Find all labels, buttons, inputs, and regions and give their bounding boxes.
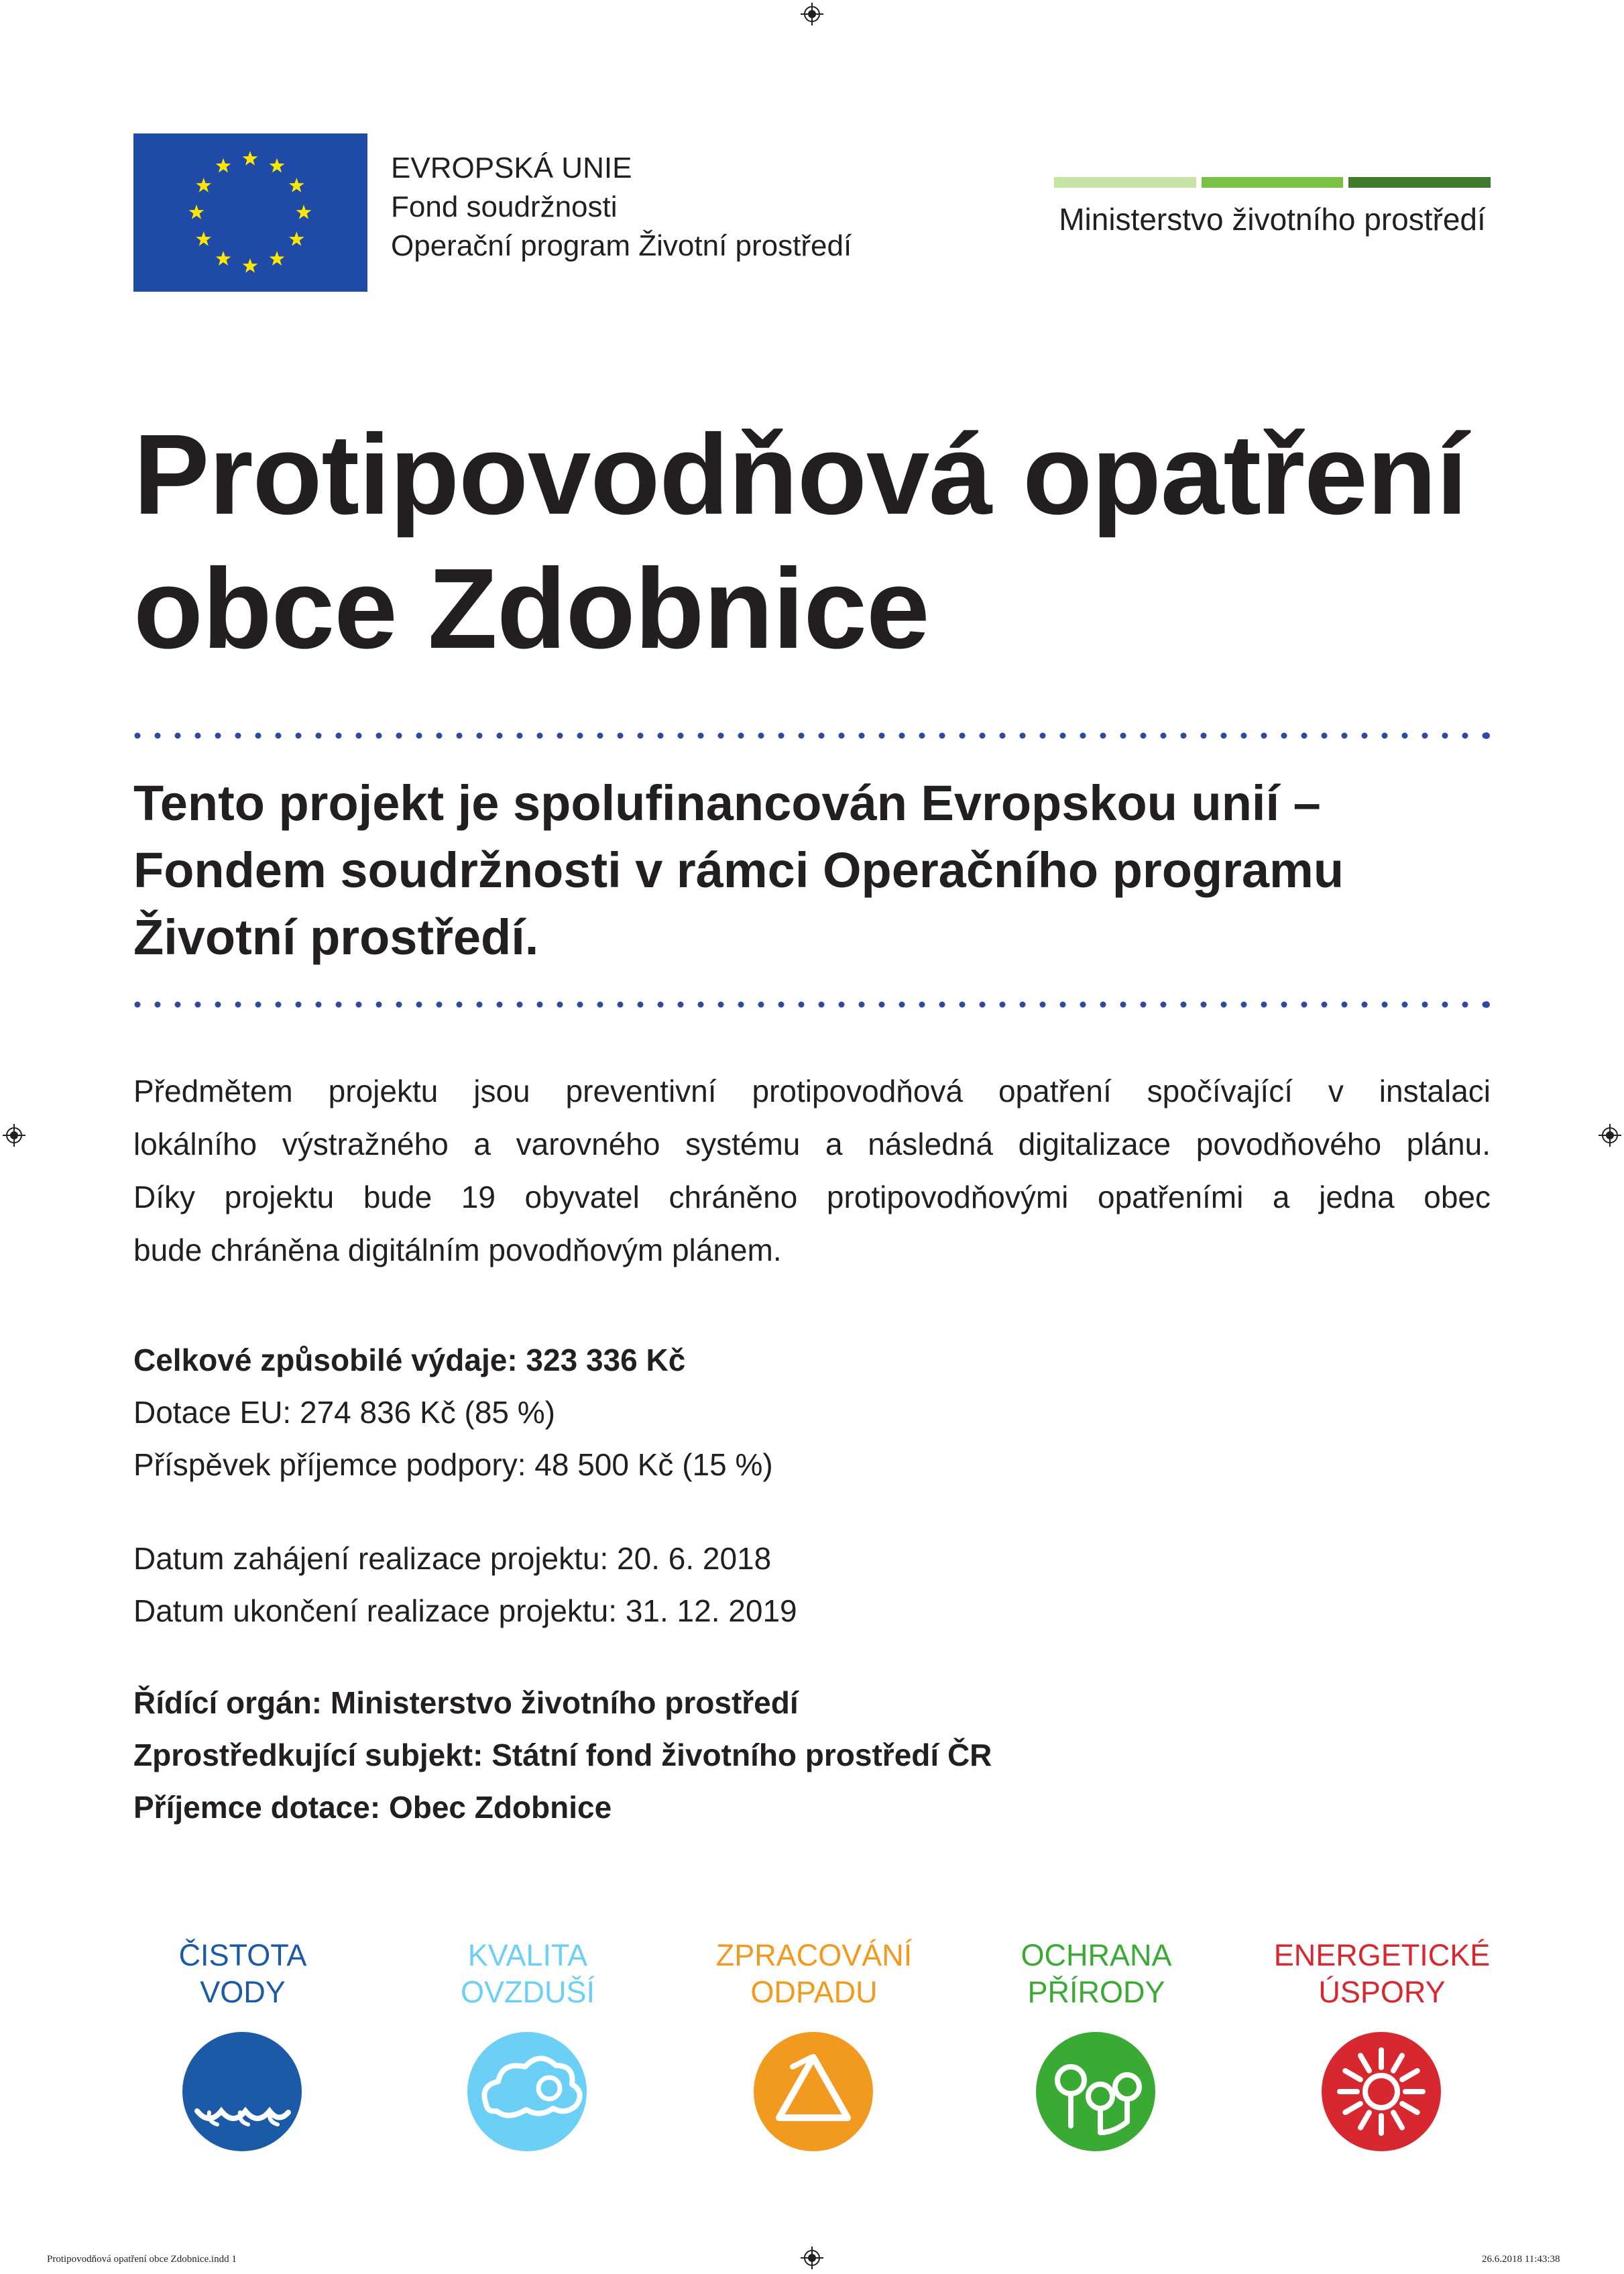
start-date: Datum zahájení realizace projektu: 20. 6. 2018: [133, 1541, 772, 1576]
ministry-bar-2: [1202, 177, 1344, 188]
print-slug-timestamp: 26.6.2018 11:43:38: [1482, 2254, 1560, 2265]
project-dates: [133, 1532, 797, 1637]
description-line-4: bude chráněna digitálním povodňovým plánem.: [133, 1233, 782, 1267]
ministry-color-bars: [1054, 177, 1491, 188]
trees-icon: [1036, 2032, 1155, 2151]
water-label-1: ČISTOTA: [178, 1938, 307, 1972]
page-title: [133, 408, 1508, 676]
funding-line-3: Životní prostředí.: [133, 909, 539, 965]
air-label-2: OVZDUŠÍ: [460, 1975, 595, 2009]
description-line-3: Díky projektu bude 19 obyvatel chráněno protipovodňovými opatřeními a jedna obec: [133, 1180, 1491, 1214]
dotted-divider-top: [133, 730, 1491, 742]
funding-line-2: Fondem soudržnosti v rámci Operačního programu: [133, 842, 1344, 898]
description-line-1: Předmětem projektu jsou preventivní protipovodňová opatření spočívající v instalaci: [133, 1074, 1491, 1108]
sun-icon: [1322, 2032, 1441, 2151]
end-date: Datum ukončení realizace projektu: 31. 12. 2019: [133, 1593, 797, 1628]
registration-mark-bottom: [801, 2247, 823, 2269]
water-icon: [182, 2032, 302, 2151]
registration-mark-right: [1599, 1124, 1621, 1147]
dotted-divider-bottom: [133, 999, 1491, 1011]
description-line-2: lokálního výstražného a varovného systému a následná digitalizace povodňového plánu.: [133, 1127, 1491, 1161]
icon-label-energy: [1261, 1937, 1503, 2010]
icon-label-waste: [693, 1937, 935, 2010]
waste-label-2: ODPADU: [750, 1975, 878, 2009]
eu-fund: Fond soudržnosti: [391, 190, 618, 223]
eu-program: Operační program Životní prostředí: [391, 229, 852, 262]
waste-label-1: ZPRACOVÁNÍ: [715, 1938, 913, 1972]
icon-label-water: [122, 1937, 363, 2010]
eu-header-text: [391, 149, 852, 266]
print-slug-file: Protipovodňová opatření obce Zdobnice.indd 1: [47, 2254, 237, 2265]
energy-label-1: ENERGETICKÉ: [1273, 1938, 1491, 1972]
energy-label-2: ÚSPORY: [1318, 1975, 1446, 2009]
cloud-icon: [467, 2032, 587, 2151]
recipient-contribution: Příspěvek příjemce podpory: 48 500 Kč (15 %): [133, 1447, 773, 1482]
nature-label-1: OCHRANA: [1021, 1938, 1172, 1972]
funding-statement: [133, 770, 1495, 971]
icon-label-air: [407, 1937, 648, 2010]
managing-authority: Řídící orgán: Ministerstvo životního prostředí: [133, 1685, 799, 1720]
eu-grant: Dotace EU: 274 836 Kč (85 %): [133, 1395, 555, 1430]
icon-label-nature: [976, 1937, 1217, 2010]
registration-mark-top: [801, 3, 823, 25]
project-description: [133, 1065, 1491, 1277]
nature-label-2: PŘÍRODY: [1027, 1975, 1165, 2009]
project-costs: [133, 1334, 773, 1491]
title-line-1: Protipovodňová opatření: [133, 411, 1467, 538]
eu-flag: [133, 133, 367, 292]
total-costs: Celkové způsobilé výdaje: 323 336 Kč: [133, 1343, 686, 1377]
grant-recipient: Příjemce dotace: Obec Zdobnice: [133, 1790, 612, 1825]
project-organizations: [133, 1676, 992, 1833]
air-label-1: KVALITA: [467, 1938, 588, 1972]
water-label-2: VODY: [200, 1975, 286, 2009]
title-line-2: obce Zdobnice: [133, 545, 929, 673]
recycle-icon: [754, 2032, 873, 2151]
eu-name: EVROPSKÁ UNIE: [391, 152, 632, 184]
funding-line-1: Tento projekt je spolufinancován Evropskou unií –: [133, 775, 1321, 831]
ministry-bar-3: [1348, 177, 1491, 188]
ministry-bar-1: [1054, 177, 1196, 188]
ministry-name: Ministerstvo životního prostředí: [1059, 202, 1486, 237]
registration-mark-left: [3, 1124, 25, 1147]
intermediary-body: Zprostředkující subjekt: Státní fond životního prostředí ČR: [133, 1738, 992, 1772]
